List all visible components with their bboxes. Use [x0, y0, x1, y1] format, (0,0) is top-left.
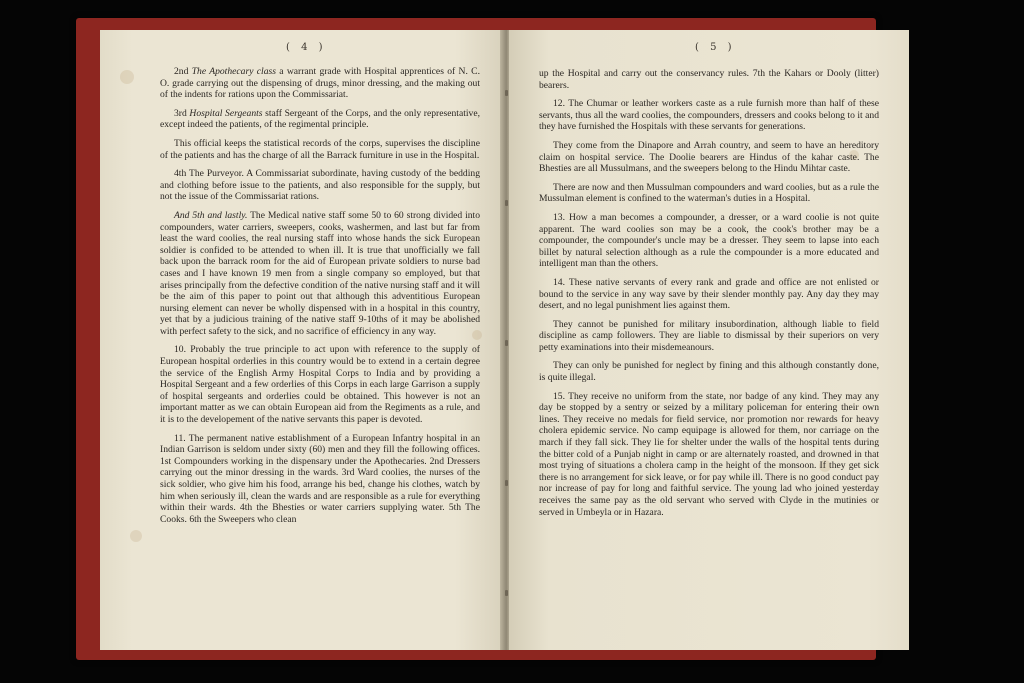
paragraph [539, 68, 879, 91]
paragraph-body: These native servants of every rank and grade and office are not enlisted or bound to the service in any way save by their slender monthly pay. Any day they may desert, and no legal punishment lies against them. [539, 276, 879, 312]
paragraph-body: The permanent native establishment of a European Infantry hospital in an Indian Garrison is seldom under sixty (60) men and they fill the following offices. 1st Compounders working in the dispensary under the Apothecaries. 2nd Dressers carrying out the minor dressing in the wards. 3rd Ward coolies, the nurses of the sick soldier, who give him his food, arrange his bed, change his clothes, watch by him when seriously ill, clean the wards and are responsible as a rule for everything within their wards. 4th the Bhesties or water carriers supplying water. 5th The Cooks. 6th the Sweepers who clean [160, 432, 480, 525]
paragraph [539, 277, 879, 312]
paragraph [160, 433, 480, 526]
page-number: ( 4 ) [286, 42, 327, 53]
binding-thread [505, 340, 508, 346]
page-number: ( 5 ) [695, 42, 736, 53]
paragraph [160, 168, 480, 203]
paragraph [539, 360, 879, 383]
binding-thread [505, 590, 508, 596]
paragraph-lead: 14. [553, 276, 565, 288]
paragraph [539, 140, 879, 175]
paragraph [160, 66, 480, 101]
paragraph-lead: 3rd [174, 107, 190, 119]
page-text [160, 66, 480, 532]
right-page [509, 30, 909, 650]
paragraph-lead: 4th [174, 168, 187, 180]
paragraph-lead: 2nd [174, 66, 192, 77]
paragraph [160, 344, 480, 425]
paragraph-body: Probably the true principle to act upon with reference to the supply of European hospital orderlies in this country would be to extend in a certain degree the service of the English Army Hospital Corps to India and by providing a Hospital Sergeant and a few orderlies of this Corps in each large Garrison a supply of hospital sergeants and orderlies could be obtained. This however is not an important matter as we can obtain European aid from the Regiments as a rule, and it is to the developement of the native servants this paper is devoted. [160, 344, 480, 426]
foxing-spot [130, 530, 142, 542]
paragraph-lead: 11. [174, 432, 186, 444]
paragraph-body: a warrant grade with Hospital apprentices of N. C. O. grade carrying out the dispensing of drugs, minor dressing, and the making out of the indents for rations upon the Commissariat. [160, 66, 480, 101]
paragraph [539, 182, 879, 205]
paragraph [539, 212, 879, 270]
paragraph-heading: The Apothecary class [191, 66, 276, 77]
paragraph-body: They come from the Dinapore and Arrah country, and seem to have an hereditory claim on hospital service. The Doolie bearers are Hindus of the kahar caste. The Bhesties are all Mussulmans, and the sweepers belong to the Hindu Mihtar caste. [539, 139, 879, 175]
paragraph-body: up the Hospital and carry out the conservancy rules. 7th the Kahars or Dooly (litter) bearers. [539, 68, 879, 91]
paragraph-lead: 15. [553, 390, 565, 402]
paragraph-body: This official keeps the statistical records of the corps, supervises the discipline of the patients and has the charge of all the Barrack furniture in use in the Hospital. [160, 137, 480, 161]
paragraph-lead: 13. [553, 211, 565, 223]
paragraph-heading: Hospital Sergeants [189, 107, 263, 119]
paragraph-lead: 12. [553, 98, 565, 110]
paragraph [160, 108, 480, 131]
paragraph-body: The Purveyor. A Commissariat subordinate, having custody of the bedding and clothing before issue to the patients, and also responsible for the supply, but not the issue of the Commissariat rations. [160, 168, 480, 203]
paragraph [539, 319, 879, 354]
paragraph-body: They can only be punished for neglect by fining and this although constantly done, is quite illegal. [539, 360, 879, 384]
paragraph [539, 391, 879, 519]
binding-thread [505, 480, 508, 486]
paragraph [160, 138, 480, 161]
paragraph [160, 210, 480, 338]
paragraph-body: staff Sergeant of the Corps, and the only representative, except indeed the patients, of the regimental principle. [160, 107, 480, 131]
left-page [100, 30, 504, 650]
foxing-spot [120, 70, 134, 84]
binding-thread [505, 200, 508, 206]
paragraph-body: The Chumar or leather workers caste as a rule furnish more than half of these servants, thus all the ward coolies, the compounders, dressers and cooks belong to it and they have furnished the Hospitals with these servants for generations. [539, 98, 879, 133]
paragraph-heading: And 5th and lastly. [174, 209, 248, 221]
paragraph-body: How a man becomes a compounder, a dresser, or a ward coolie is not quite apparent. The ward coolies son may be a cook, the cook's brother may be a compounder, the compounder's uncle may be a dresser. They seem to lapse into each billet by natural selection although as a rule the compounder is a more educated and intelligent man than the others. [539, 211, 879, 270]
page-text [539, 68, 879, 525]
paragraph-body: The Medical native staff some 50 to 60 strong divided into compounders, water carriers, sweepers, cooks, washermen, and last but far from least the ward coolies, the real nursing staff into whose hands the sick European soldier is confided to be attended to when ill. It is true that unofficially we fall back upon the barrack room for the aid of European private soldiers to nurse bad cases and I have known 19 men from a single company so employed, but that arises principally from the defective condition of the native nursing staff and it will be the aim of this paper to point out that although this adventitious European nursing element can never be wholly dispensed with in a hospital in this country, yet that by a judicious training of the native staff 9-10ths of it may be abolished with perfect safety to the sick, and no sacrifice of efficiency in any way. [160, 209, 481, 337]
paragraph-body: They receive no uniform from the state, nor badge of any kind. They may any day be stopped by a sentry or seized by a military policeman for entering their own lines. They receive no medals for field service, nor promotion nor rewards for heavy cholera epidemic service. No camp equipage is allowed for them, nor carriage on the march if they fall sick. They lie for shelter under the walls of the hospital tents during the bitter cold of a Punjab night in camp or are alternately roasted, and drowned in that most trying of situations a cholera camp in the height of the monsoon. If they get sick there is no arrangement for sick leave, or for pay while ill. There is no good conduct pay nor increase of pay for long and faithful service. The young lad who joined yesterday receives the same pay as the old servant who served with Clyde in the mutinies or served in Umbeyla or in Hazara. [539, 390, 879, 518]
paragraph-body: They cannot be punished for military insubordination, although liable to field discipline as camp followers. They are liable to dismissal by their superiors on very petty examinations into their misdemeanours. [539, 318, 879, 353]
binding-thread [505, 90, 508, 96]
paragraph-lead: 10. [174, 344, 186, 356]
paragraph [539, 98, 879, 133]
paragraph-body: There are now and then Mussulman compounders and ward coolies, but as a rule the Mussulman element is confined to the waterman's duties in a Hospital. [539, 181, 879, 205]
